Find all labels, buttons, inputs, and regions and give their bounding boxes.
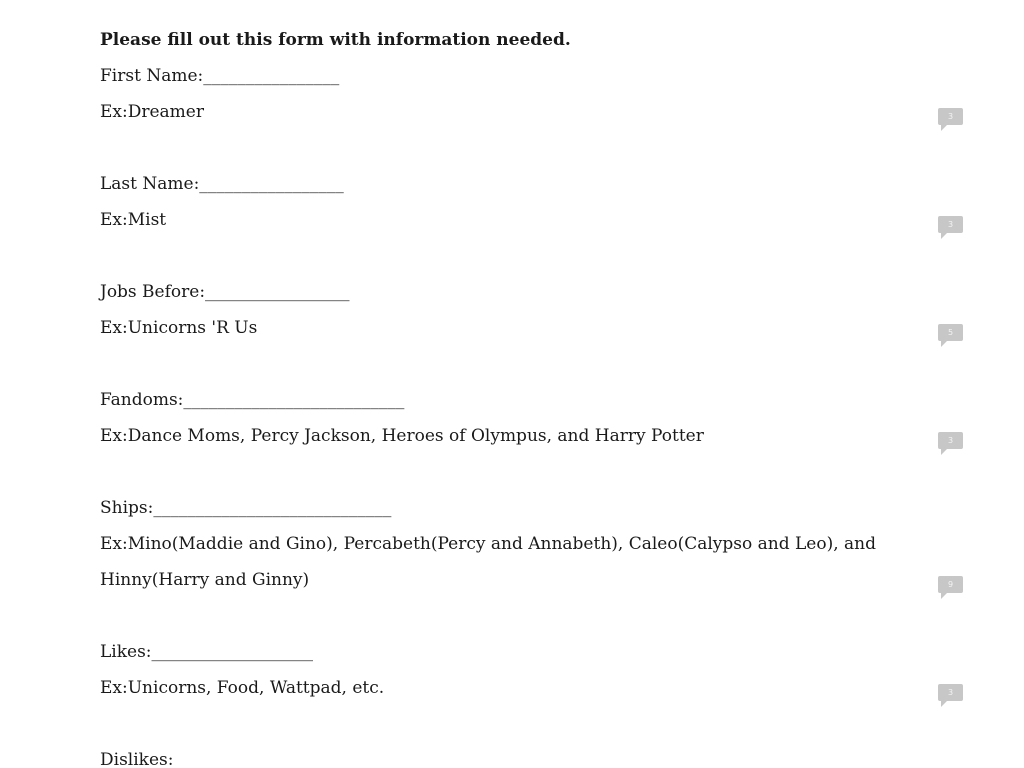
fandoms-example: Ex:Dance Moms, Percy Jackson, Heroes of Olympus, and Harry Potter [100, 426, 704, 446]
inline-comment-bubble-icon[interactable]: 3 [938, 684, 963, 701]
ships-example-continued: Hinny(Harry and Ginny) [100, 570, 310, 590]
first-name-example: Ex:Dreamer [100, 102, 204, 122]
inline-comment-bubble-icon[interactable]: 3 [938, 108, 963, 125]
inline-comment-bubble-icon[interactable]: 5 [938, 324, 963, 341]
jobs-before-example: Ex:Unicorns 'R Us [100, 318, 258, 338]
inline-comment-bubble-icon[interactable]: 3 [938, 216, 963, 233]
dislikes-label: Dislikes:_________________ [100, 750, 318, 768]
last-name-example: Ex:Mist [100, 210, 167, 230]
ships-example: Ex:Mino(Maddie and Gino), Percabeth(Percy and Annabeth), Caleo(Calypso and Leo), and [100, 534, 877, 554]
jobs-before-label: Jobs Before:_________________ [100, 282, 350, 302]
inline-comment-bubble-icon[interactable]: 3 [938, 432, 963, 449]
last-name-label: Last Name:_________________ [100, 174, 344, 194]
fandoms-label: Fandoms:__________________________ [100, 390, 405, 410]
form-heading: Please fill out this form with information needed. [100, 30, 571, 50]
likes-example: Ex:Unicorns, Food, Wattpad, etc. [100, 678, 385, 698]
likes-label: Likes:___________________ [100, 642, 314, 662]
first-name-label: First Name:________________ [100, 66, 340, 86]
inline-comment-bubble-icon[interactable]: 9 [938, 576, 963, 593]
ships-label: Ships:____________________________ [100, 498, 392, 518]
